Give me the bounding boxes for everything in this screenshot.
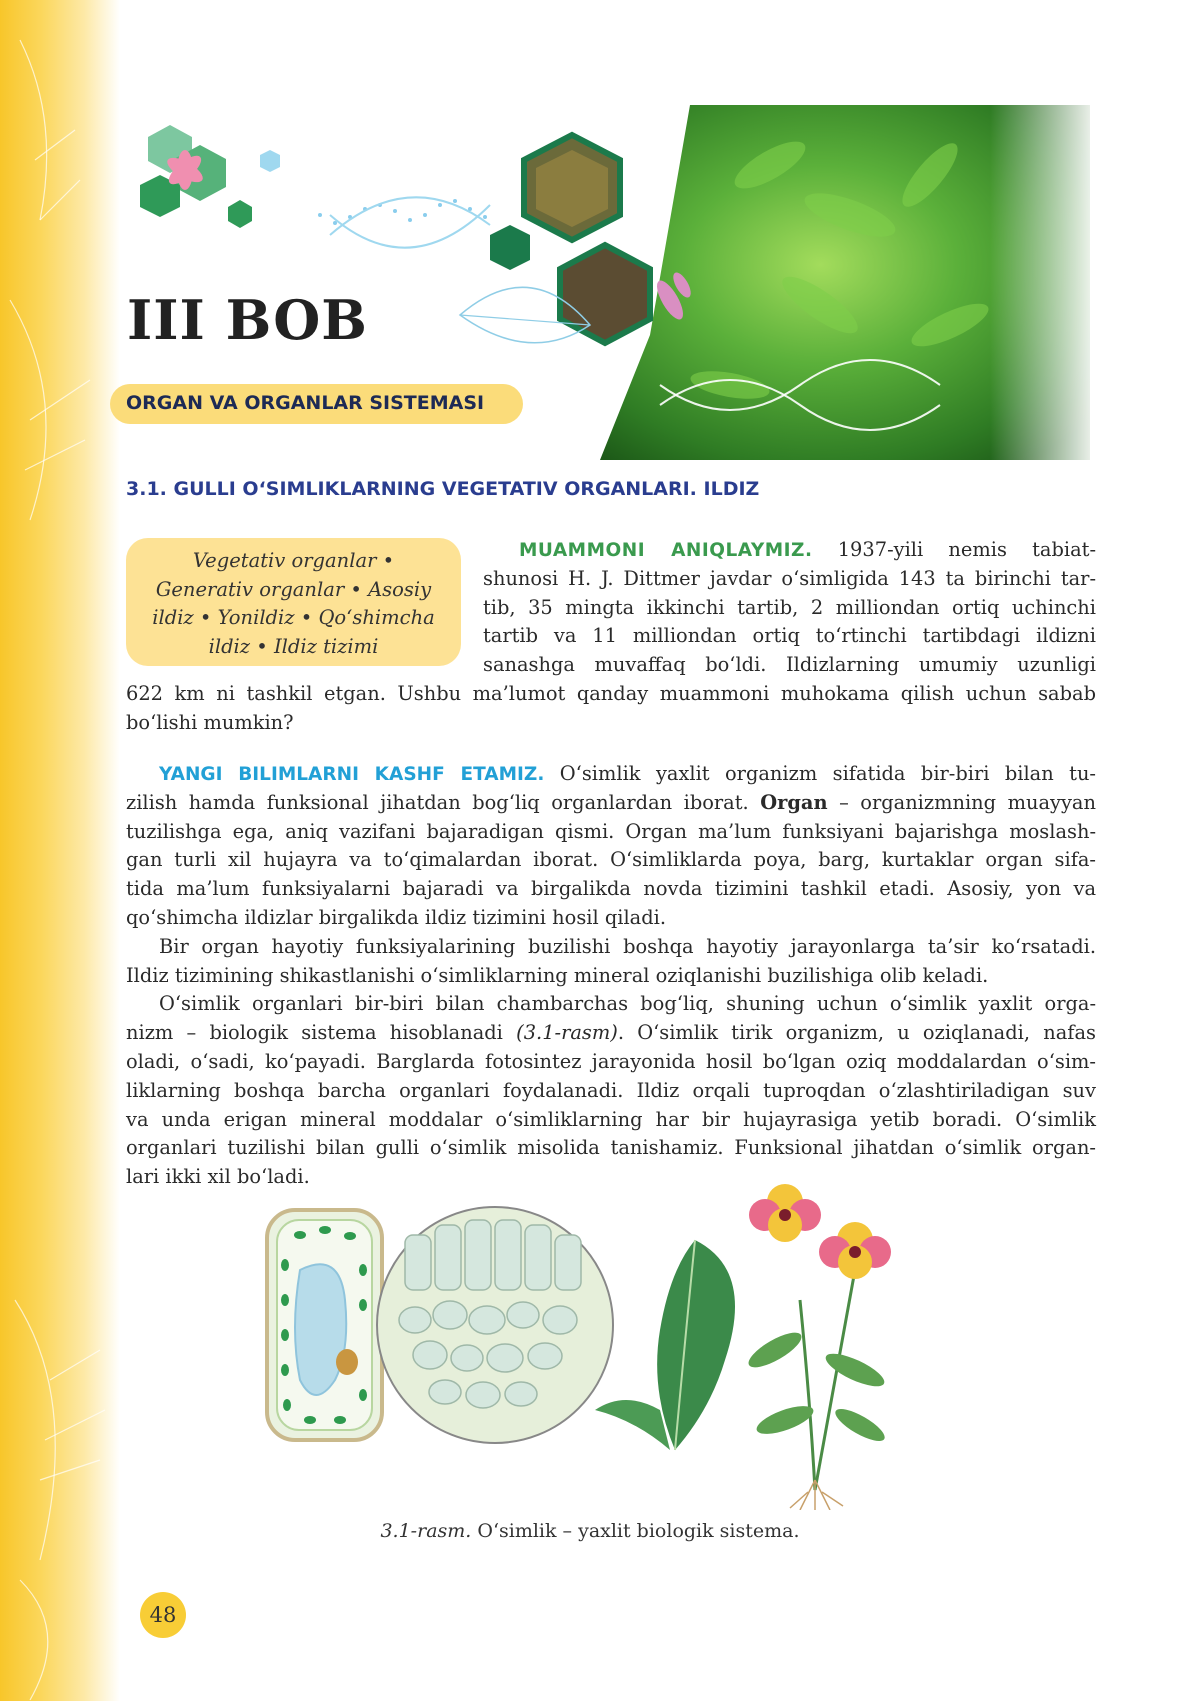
tissue-illustration xyxy=(377,1207,613,1443)
body-line: tuzilishga ega, aniq vazifani bajaradigan qismi. Organ ma’lum funksiyani bajarishga moslash- xyxy=(126,819,1096,843)
body-line: Ildiz tizimining shikastlanishi o‘simliklarning mineral oziqlanishi buzilishiga olib keladi. xyxy=(126,963,989,987)
problem-lead: MUAMMONI ANIQLAYMIZ. xyxy=(519,540,813,561)
discover-lead: YANGI BILIMLARNI KASHF ETAMIZ. xyxy=(159,764,545,785)
body-line: va unda erigan mineral moddalar o‘simliklarning har bir hujayrasiga yetib boradi. O‘simlik xyxy=(126,1107,1096,1131)
chapter-title: III BOB xyxy=(127,288,368,352)
pansy-flower xyxy=(749,1184,821,1242)
problem-paragraph-right xyxy=(483,536,1096,680)
caption-text: O‘simlik – yaxlit biologik sistema. xyxy=(477,1520,800,1542)
leaf-vein-pattern xyxy=(0,0,120,1701)
keyword-line: Vegetativ organlar • xyxy=(192,549,395,572)
plant-cell-illustration xyxy=(267,1210,382,1440)
body-line: organlari tuzilishi bilan gulli o‘simlik misolida tanishamiz. Funksional jihatdan o‘simlik organ- xyxy=(126,1136,1096,1160)
problem-line: bo‘lishi mumkin? xyxy=(126,710,294,734)
problem-line: MUAMMONI ANIQLAYMIZ. 1937-yili nemis tabiat- xyxy=(519,538,1096,561)
leaf-illustration xyxy=(595,1240,735,1450)
figure-illustration xyxy=(255,1180,965,1510)
keywords-box xyxy=(126,538,461,666)
caption-ref: 3.1-rasm. xyxy=(380,1520,472,1542)
discover-paragraphs xyxy=(126,760,1096,1192)
keyword-line: ildiz • Ildiz tizimi xyxy=(208,634,379,658)
figure-plant-system xyxy=(255,1180,965,1510)
body-line: gan turli xil hujayra va to‘qimalardan iborat. O‘simliklarda poya, barg, kurtaklar organ sifa- xyxy=(126,848,1096,872)
body-line: tida ma’lum funksiyalarni bajaradi va birgalikda novda tizimini tashkil etadi. Asosiy, yon va xyxy=(126,877,1096,901)
body-line: YANGI BILIMLARNI KASHF ETAMIZ. O‘simlik yaxlit organizm sifatida bir-biri bilan tu- xyxy=(159,762,1096,785)
term-organ: Organ xyxy=(760,790,828,814)
figure-caption xyxy=(0,1520,1180,1542)
body-line: O‘simlik organlari bir-biri bilan chambarchas bog‘liq, shuning uchun o‘simlik yaxlit orga- xyxy=(159,992,1096,1016)
flowering-plant-illustration xyxy=(744,1184,891,1510)
problem-line: sanashga muvaffaq bo‘ldi. Ildizlarning umumiy uzunligi xyxy=(483,653,1096,677)
problem-paragraph-full xyxy=(126,680,1096,738)
keyword-line: Generativ organlar • Asosiy xyxy=(155,577,432,601)
page-number: 48 xyxy=(140,1592,186,1638)
body-line: zilish hamda funksional jihatdan bog‘liq organlardan iborat. Organ – organizmning muayyan xyxy=(126,790,1096,814)
body-line: qo‘shimcha ildizlar birgalikda ildiz tizimini hosil qiladi. xyxy=(126,905,667,929)
keyword-line: ildiz • Yonildiz • Qo‘shimcha xyxy=(152,606,435,629)
problem-line: tib, 35 mingta ikkinchi tartib, 2 milliondan ortiq uchinchi xyxy=(483,595,1096,619)
problem-line: tartib va 11 milliondan ortiq to‘rtinchi tartibdagi ildizni xyxy=(483,624,1096,648)
side-decoration xyxy=(0,0,120,1701)
figure-reference: (3.1-rasm) xyxy=(516,1021,618,1045)
chapter-subtitle: ORGAN VA ORGANLAR SISTEMASI xyxy=(110,384,523,424)
body-line: oladi, o‘sadi, ko‘payadi. Barglarda fotosintez jarayonida hosil bo‘lgan oziq moddalardan o‘sim- xyxy=(126,1049,1096,1073)
problem-line: shunosi H. J. Dittmer javdar o‘simligida 143 ta birinchi tar- xyxy=(483,566,1096,590)
pansy-flower xyxy=(819,1222,891,1279)
root-system xyxy=(790,1480,843,1510)
body-line: nizm – biologik sistema hisoblanadi (3.1-rasm). O‘simlik tirik organizm, u oziqlanadi, nafas xyxy=(126,1021,1096,1045)
section-heading: 3.1. GULLI O‘SIMLIKLARNING VEGETATIV ORGANLARI. ILDIZ xyxy=(126,478,760,500)
body-line: liklarning boshqa barcha organlari foydalanadi. Ildiz orqali tuproqdan o‘zlashtiriladigan suv xyxy=(126,1078,1096,1102)
body-line: lari ikki xil bo‘ladi. xyxy=(126,1165,310,1189)
problem-line: 622 km ni tashkil etgan. Ushbu ma’lumot qanday muammoni muhokama qilish uchun sabab xyxy=(126,682,1096,705)
body-line: Bir organ hayotiy funksiyalarining buzilishi boshqa hayotiy jarayonlarga ta’sir ko‘rsatadi. xyxy=(159,934,1096,958)
